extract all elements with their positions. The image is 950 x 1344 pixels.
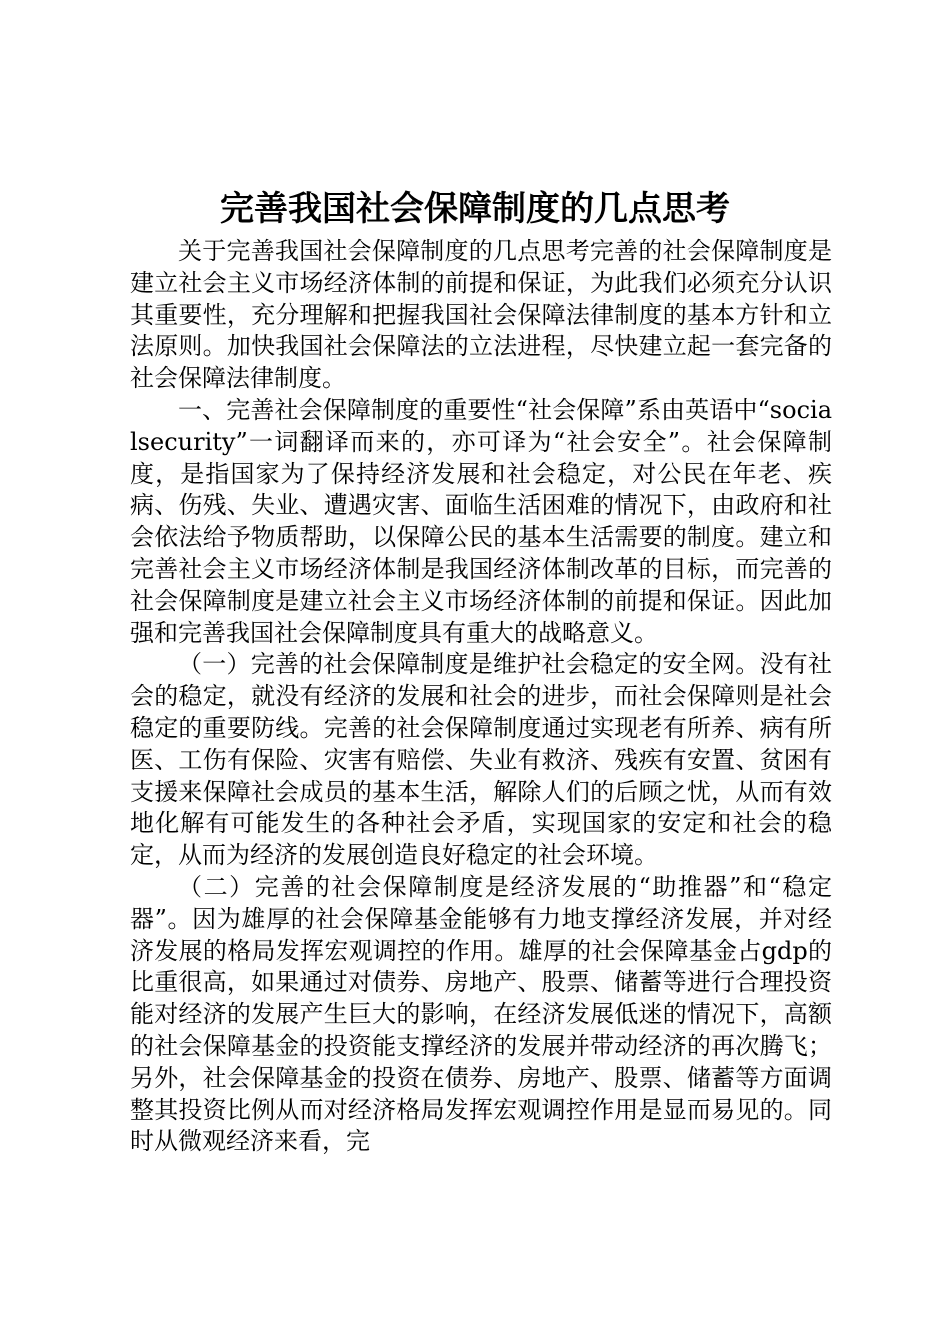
- paragraph-point-2: （二）完善的社会保障制度是经济发展的“助推器”和“稳定器”。因为雄厚的社会保障基金能够有力地支撑经济发展，并对经济发展的格局发挥宏观调控的作用。雄厚的社会保障基金占gdp的比重很高，如果通过对债券、房地产、股票、储蓄等进行合理投资能对经济的发展产生巨大的影响，在经济发展低迷的情况下，高额的社会保障基金的投资能支撑经济的发展并带动经济的再次腾飞；另外，社会保障基金的投资在债券、房地产、股票、储蓄等方面调整其投资比例从而对经济格局发挥宏观调控作用是显而易见的。同时从微观经济来看，完: [130, 872, 832, 1156]
- page-title: 完善我国社会保障制度的几点思考: [220, 189, 730, 229]
- paragraph-point-1: （一）完善的社会保障制度是维护社会稳定的安全网。没有社会的稳定，就没有经济的发展和社会的进步，而社会保障则是社会稳定的重要防线。完善的社会保障制度通过实现老有所养、病有所医、工伤有保险、灾害有赔偿、失业有救济、残疾有安置、贫困有支援来保障社会成员的基本生活，解除人们的后顾之忧，从而有效地化解有可能发生的各种社会矛盾，实现国家的安定和社会的稳定，从而为经济的发展创造良好稳定的社会环境。: [130, 650, 832, 870]
- paragraph-section-1: 一、完善社会保障制度的重要性“社会保障”系由英语中“socialsecurity”一词翻译而来的，亦可译为“社会安全”。社会保障制度，是指国家为了保持经济发展和社会稳定，对公民在年老、疾病、伤残、失业、遭遇灾害、面临生活困难的情况下，由政府和社会依法给予物质帮助，以保障公民的基本生活需要的制度。建立和完善社会主义市场经济体制是我国经济体制改革的目标，而完善的社会保障制度是建立社会主义市场经济体制的前提和保证。因此加强和完善我国社会保障制度具有重大的战略意义。: [130, 395, 832, 647]
- document-body: [130, 236, 832, 1158]
- paragraph-intro: 关于完善我国社会保障制度的几点思考完善的社会保障制度是建立社会主义市场经济体制的前提和保证，为此我们必须充分认识其重要性，充分理解和把握我国社会保障法律制度的基本方针和立法原则。加快我国社会保障法的立法进程，尽快建立起一套完备的社会保障法律制度。: [130, 237, 832, 393]
